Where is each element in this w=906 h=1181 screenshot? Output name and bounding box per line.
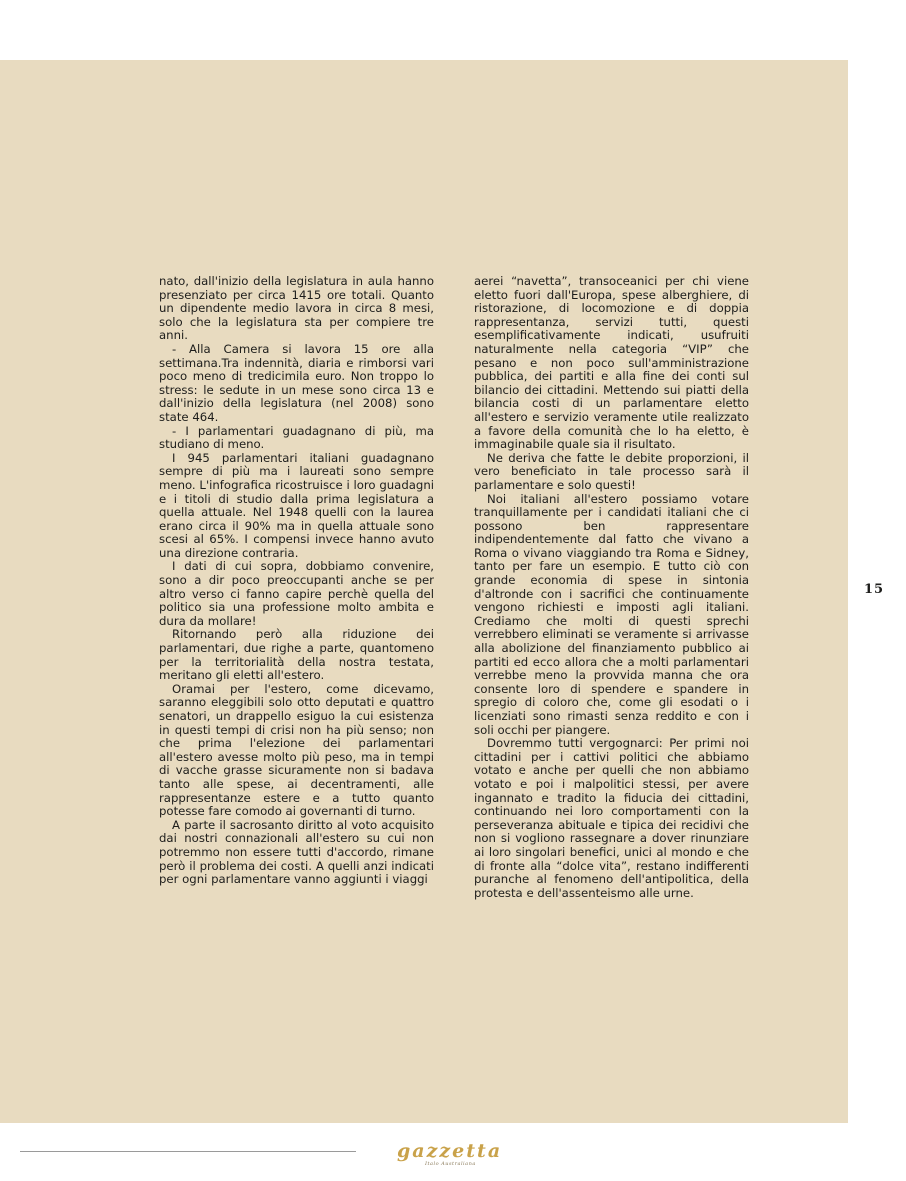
paragraph: nato, dall'inizio della legislatura in aula hanno presenziato per circa 1415 ore totali. Quanto un dipendente medio lavora in circa 8 mesi, solo che la legislatura sta per compiere tre anni. [159,274,434,343]
paragraph: - Alla Camera si lavora 15 ore alla settimana.Tra indennità, diaria e rimborsi vari poco meno di tredicimila euro. Non troppo lo stress: le sedute in un mese sono circa 13 e dall'inizio della legislatura (nel 2008) sono state 464. [159,341,434,424]
page-number: 15 [864,582,885,597]
paragraph: I 945 parlamentari italiani guadagnano sempre di più ma i laureati sono sempre meno. L'infografica ricostruisce i loro guadagni e i titoli di studio dalla prima legislatura a quella attuale. Nel 1948 quelli con la laurea erano circa il 90% ma in quella attuale sono scesi al 65%. I compensi invece hanno avuto una direzione contraria. [159,450,434,560]
paragraph: Ritornando però alla riduzione dei parlamentari, due righe a parte, quantomeno per la territorialità della nostra testata, meritano gli eletti all'estero. [159,627,434,683]
paragraph: aerei “navetta”, transoceanici per chi viene eletto fuori dall'Europa, spese alberghiere, di ristorazione, di locomozione e di doppia rappresentanza, servizi tutti, questi esemplificativamente indicati, usufruiti naturalmente nella categoria “VIP” che pesano e non poco sull'amministrazione pubblica, dei partiti e alla fine dei conti sul bilancio dei cittadini. Mettendo sui piatti della bilancia costi di un parlamentare eletto all'estero e servizio veramente utile realizzato a favore della comunità che lo ha eletto, è immaginabile quale sia il risultato. [474,274,749,452]
paragraph: Ne deriva che fatte le debite proporzioni, il vero beneficiato in tale processo sarà il parlamentare e solo questi! [474,450,749,492]
footer-divider [20,1151,356,1152]
paragraph: I dati di cui sopra, dobbiamo convenire, sono a dir poco preoccupanti anche se per altro verso ci fanno capire perchè quella del politico sia una professione molto ambita e dura da mollare! [159,559,434,628]
gazzetta-logo [397,1140,511,1170]
paragraph: Dovremmo tutti vergognarci: Per primi noi cittadini per i cattivi politici che abbiamo votato e anche per quelli che non abbiamo votato e poi i malpolitici stessi, per avere ingannato e tradito la fiducia dei cittadini, continuando nei loro comportamenti con la perseveranza abituale e tipica dei recidivi che non si vogliono rassegnare a dover rinunziare ai loro singolari benefici, unici al mondo e che di fronte alla “dolce vita”, restano indifferenti puranche al fenomeno dell'antipolitica, della protesta e dell'assenteismo alle urne. [474,736,749,900]
article-column-left [159,275,434,887]
paragraph: Noi italiani all'estero possiamo votare tranquillamente per i candidati italiani che ci possono ben rappresentare indipendentemente dal fatto che vivano a Roma o vivano viaggiando tra Roma e Sidney, tanto per fare un esempio. E tutto ciò con grande economia di spese in sintonia d'altronde con i sacrifici che continuamente vengono richiesti e imposti agli italiani. Crediamo che molti di questi sprechi verrebbero eliminati se veramente si arrivasse alla abolizione del finanziamento pubblico ai partiti ed ecco allora che a molti parlamentari verrebbe meno la provvida manna che ora consente loro di spendere e spandere in spregio di coloro che, come gli esodati o i licenziati sono rimasti senza reddito e con i soli occhi per piangere. [474,491,749,737]
paragraph: A parte il sacrosanto diritto al voto acquisito dai nostri connazionali all'estero su cui non potremmo non essere tutti d'accordo, rimane però il problema dei costi. A quelli anzi indicati per ogni parlamentare vanno aggiunti i viaggi [159,817,434,887]
logo-subtitle: Italo Australiana [425,1161,476,1167]
paragraph: - I parlamentari guadagnano di più, ma studiano di meno. [159,423,434,452]
logo-wordmark: gazzetta [397,1140,503,1162]
article-column-right [474,275,749,900]
paragraph: Oramai per l'estero, come dicevamo, saranno eleggibili solo otto deputati e quattro senatori, un drappello esiguo la cui esistenza in questi tempi di crisi non ha più senso; non che prima l'elezione dei parlamentari all'estero avesse molto più peso, ma in tempi di vacche grasse sicuramente non si badava tanto alle spese, ai decentramenti, alle rappresentanze estere e a tutto quanto potesse fare comodo ai governanti di turno. [159,681,434,819]
